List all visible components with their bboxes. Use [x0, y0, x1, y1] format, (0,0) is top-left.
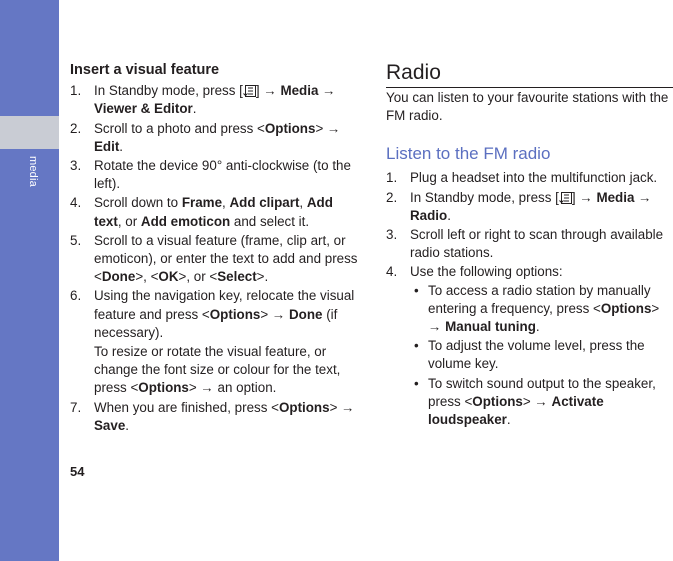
step-number: 5.: [70, 232, 82, 248]
list-item: [70, 194, 358, 230]
list-item: [70, 399, 358, 435]
step-text: Scroll to a photo and press <Options> → Edit.: [94, 120, 341, 154]
step-number: 2.: [70, 120, 82, 136]
step-number: 6.: [70, 288, 82, 304]
list-item: [70, 232, 358, 287]
step-number: 1.: [386, 170, 398, 186]
option-text: To access a radio station by manually entering a frequency, press <Options> → Manual tuning.: [428, 282, 660, 335]
step-text: Using the navigation key, relocate the visual feature and press <Options> → Done (if necessary).: [94, 288, 355, 340]
step-number: 3.: [386, 227, 398, 243]
page-title: Radio: [386, 60, 673, 88]
list-item: [386, 263, 673, 429]
subsection-heading: Listen to the FM radio: [386, 144, 551, 164]
list-item: [70, 120, 358, 156]
step-text: Plug a headset into the multifunction jack.: [410, 170, 658, 186]
intro-text: You can listen to your favourite stations with the FM radio.: [386, 90, 669, 124]
option-text: To adjust the volume level, press the volume key.: [428, 338, 645, 372]
list-item: [70, 157, 358, 193]
menu-key-icon: [559, 192, 572, 204]
sidebar: [0, 0, 59, 561]
step-text: In Standby mode, press [ ] → Media → Viewer & Editor.: [94, 83, 336, 117]
step-number: 1.: [70, 83, 82, 99]
step-text: Use the following options:: [410, 264, 563, 280]
menu-key-icon: [243, 85, 256, 97]
steps-list: [70, 82, 358, 435]
list-item: [70, 287, 358, 397]
list-item: [386, 226, 673, 262]
step-number: 4.: [70, 195, 82, 211]
step-text: Scroll down to Frame, Add clipart, Add text, or Add emoticon and select it.: [94, 195, 333, 229]
sidebar-active-tab: [0, 116, 59, 149]
list-item: [70, 82, 358, 118]
option-item: [410, 375, 673, 430]
step-text: In Standby mode, press [ ] → Media → Radio.: [410, 189, 652, 223]
step-text: When you are finished, press <Options> → Save.: [94, 399, 355, 433]
step-text: Scroll to a visual feature (frame, clip art, or emoticon), or enter the text to add and press <Done>, <OK>, or <Select>.: [94, 232, 358, 285]
bullet: •: [414, 282, 419, 298]
step-note: To resize or rotate the visual feature, or change the font size or colour for the text, press <Options> → an option.: [94, 344, 341, 396]
step-text: Rotate the device 90° anti-clockwise (to the left).: [94, 158, 351, 192]
option-text: To switch sound output to the speaker, press <Options> → Activate loudspeaker.: [428, 375, 656, 428]
step-number: 4.: [386, 264, 398, 280]
page-number: 54: [70, 464, 85, 479]
step-text: Scroll left or right to scan through available radio stations.: [410, 227, 664, 261]
options-list: [410, 282, 673, 430]
left-column: [70, 61, 358, 436]
option-item: [410, 282, 673, 337]
step-number: 2.: [386, 189, 398, 205]
bullet: •: [414, 338, 419, 354]
right-column: [386, 60, 673, 430]
bullet: •: [414, 375, 419, 391]
option-item: [410, 337, 673, 373]
sidebar-label: media: [27, 156, 39, 187]
steps-list: [386, 169, 673, 429]
list-item: [386, 169, 673, 187]
step-number: 3.: [70, 158, 82, 174]
list-item: [386, 189, 673, 225]
section-heading: Insert a visual feature: [70, 62, 220, 78]
step-number: 7.: [70, 399, 82, 415]
